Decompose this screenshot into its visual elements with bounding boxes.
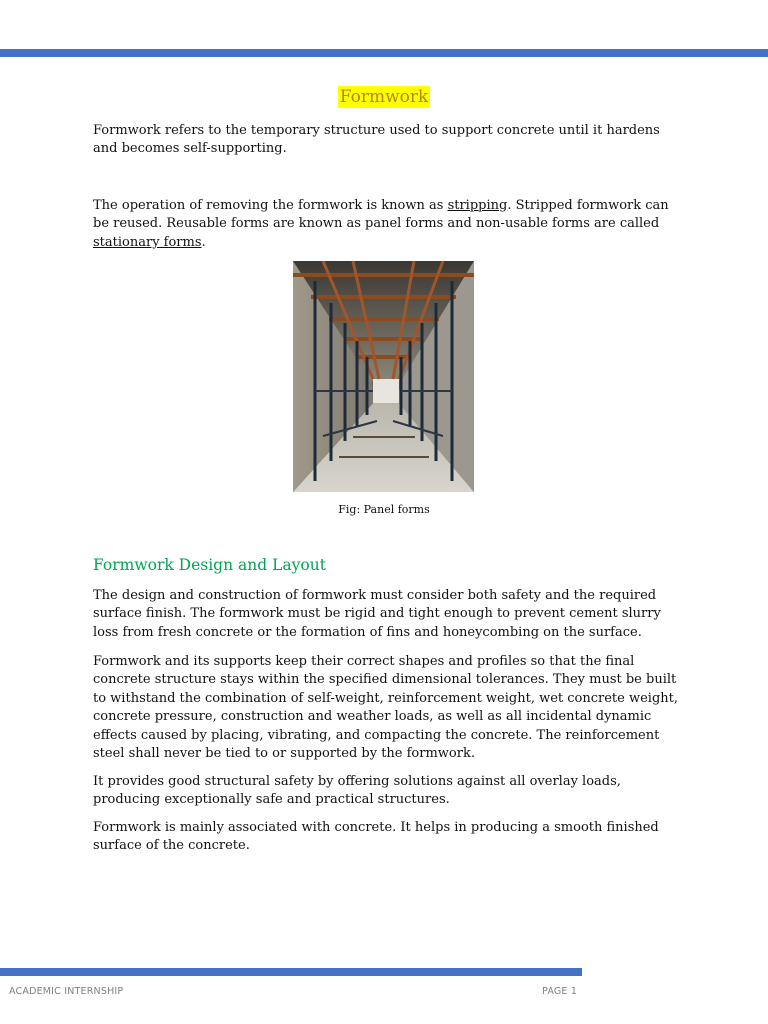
footer-left-text: ACADEMIC INTERNSHIP [9,986,124,997]
panel-forms-photo [293,261,474,492]
intro-paragraph-1: Formwork refers to the temporary structure used to support concrete until it hardens and becomes self-supporting. [93,123,660,157]
figure-caption: Fig: Panel forms [338,503,430,516]
body-paragraph-4: Formwork is mainly associated with concrete. It helps in producing a smooth finished surface of the concrete. [93,820,659,854]
footer-rule [0,968,582,976]
stripping-term: stripping [447,198,508,213]
panel-forms-illustration [293,261,474,492]
body-paragraph-3: It provides good structural safety by offering solutions against all overlay loads, producing exceptionally safe and practical structures. [93,774,621,808]
title-wrapper [0,86,768,108]
body-paragraph-2: Formwork and its supports keep their correct shapes and profiles so that the final concrete structure stays within the specified dimensional tolerances. They must be built to withstand the combination of self-weight, reinforcement weight, wet concrete weight, concrete pressure, construction and weather loads, as well as all incidental dynamic effects caused by placing, vibrating, and compacting the concrete. The reinforcement steel shall never be tied to or supported by the formwork. [93,654,679,762]
intro-text-c: . [201,234,206,250]
header-rule [0,49,768,57]
intro-paragraph-2 [93,197,683,252]
section-heading: Formwork Design and Layout [93,556,326,574]
intro-text-a: The operation of removing the formwork is known as [93,198,448,213]
page-number: PAGE 1 [542,986,578,997]
stationary-forms-term: stationary forms [93,234,202,250]
body-paragraph-1: The design and construction of formwork must consider both safety and the required surface finish. The formwork must be rigid and tight enough to prevent cement slurry loss from fresh concrete or the formation of fins and honeycombing on the surface. [93,588,661,640]
intro-text-b: . Stripped formwork can be reused. Reusable forms are known as panel forms and non-usable forms are called [93,198,669,232]
page-title: Formwork [339,87,429,107]
